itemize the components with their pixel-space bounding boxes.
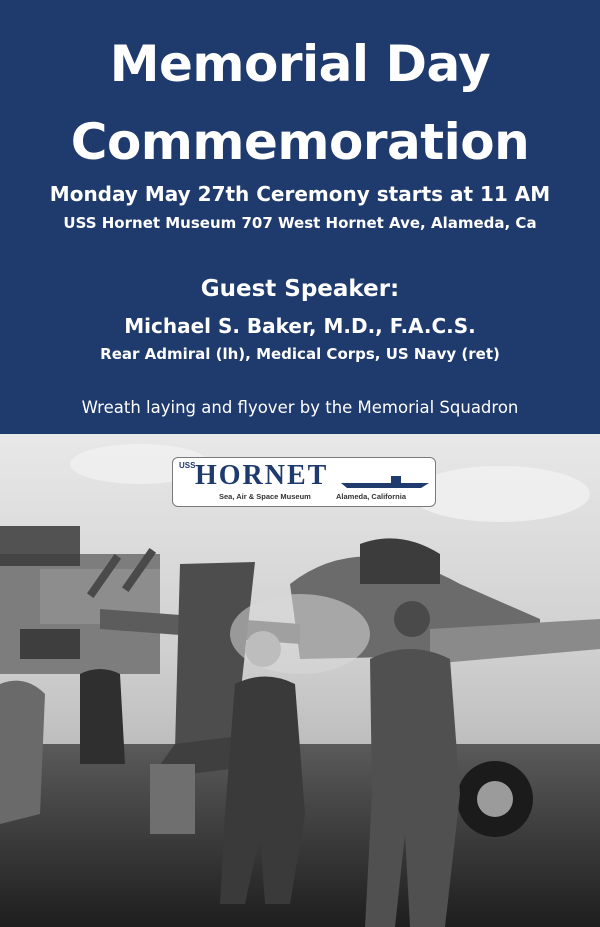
date-line: Monday May 27th Ceremony starts at 11 AM	[49, 182, 551, 206]
logo-prefix: USS	[179, 461, 196, 470]
ship-icon	[341, 474, 429, 488]
title-line-1: Memorial Day	[109, 35, 491, 93]
speaker-rank: Rear Admiral (lh), Medical Corps, US Navy (ret)	[100, 345, 500, 363]
carrier-deck-photo	[0, 434, 600, 927]
speaker-name: Michael S. Baker, M.D., F.A.C.S.	[124, 314, 476, 338]
venue-line: USS Hornet Museum 707 West Hornet Ave, Alameda, Ca	[63, 214, 537, 232]
logo-subtitle: Sea, Air & Space Museum	[219, 492, 311, 501]
logo-wordmark: HORNET	[195, 460, 329, 491]
uss-hornet-logo	[172, 457, 436, 507]
poster-header	[0, 0, 600, 434]
event-note: Wreath laying and flyover by the Memorial Squadron	[81, 398, 519, 417]
title-line-2: Commemoration	[70, 113, 530, 171]
photo-illustration	[0, 434, 600, 927]
logo-location: Alameda, California	[336, 492, 407, 501]
guest-speaker-label: Guest Speaker:	[200, 276, 400, 302]
